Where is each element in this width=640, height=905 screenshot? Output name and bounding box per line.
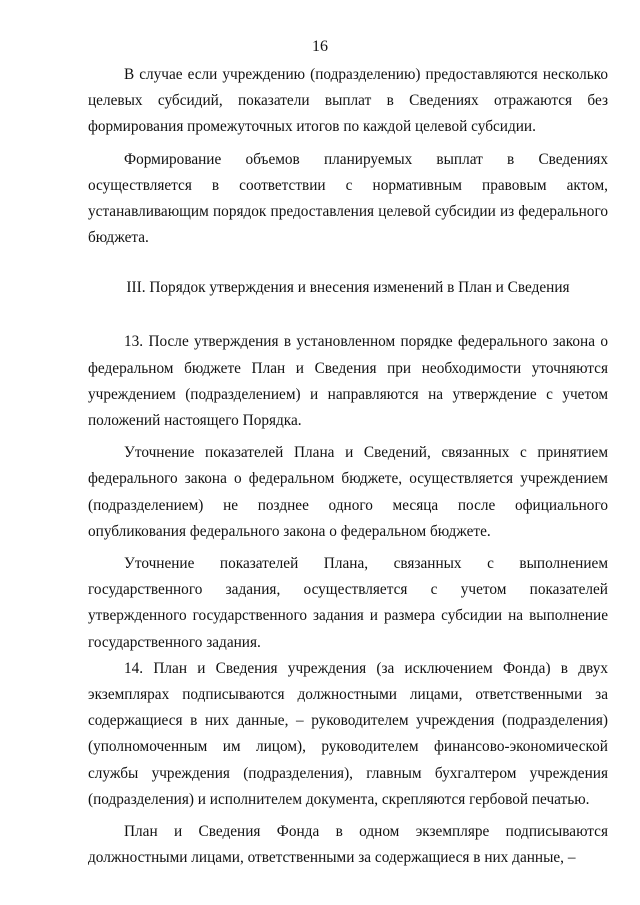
page-number: 16 [312,38,328,55]
section-heading: III. Порядок утверждения и внесения изменений в План и Сведения [126,279,570,297]
paragraph-fund-signing: План и Сведения Фонда в одном экземпляре подписываются должностными лицами, ответственными за содержащиеся в них данные, – [88,823,608,867]
paragraph-14: 14. План и Сведения учреждения (за исключением Фонда) в двух экземплярах подписываются должностными лицами, ответственными за содержащиеся в них данные, – руководителем учреждения (подразделения) (уполномоченным им лицом), руководителем финансово-экономической службы учреждения (подразделения), главным бухгалтером учреждения (подразделения) и исполнителем документа, скрепляются гербовой печатью. [88,659,608,808]
paragraph-budget-law-update: Уточнение показателей Плана и Сведений, связанных с принятием федерального закона о федеральном бюджете, осуществляется учреждением (подразделением) не позднее одного месяца после официального опубликования федерального закона о федеральном бюджете. [88,444,608,540]
paragraph-payments-formation: Формирование объемов планируемых выплат в Сведениях осуществляется в соответствии с нормативным правовым актом, устанавливающим порядок предоставления целевой субсидии из федерального бюджета. [88,150,608,247]
document-body [88,62,608,871]
paragraph-13: 13. После утверждения в установленном порядке федерального закона о федеральном бюджете План и Сведения при необходимости уточняются учреждением (подразделением) и направляются на утверждение с учетом положений настоящего Порядка. [88,333,608,430]
paragraph-multiple-subsidies: В случае если учреждению (подразделению) предоставляются несколько целевых субсидий, показатели выплат в Сведениях отражаются без формирования промежуточных итогов по каждой целевой субсидии. [88,66,608,136]
paragraph-state-task-update: Уточнение показателей Плана, связанных с выполнением государственного задания, осуществляется с учетом показателей утвержденного государственного задания и размера субсидии на выполнение государственного задания. [88,555,608,651]
